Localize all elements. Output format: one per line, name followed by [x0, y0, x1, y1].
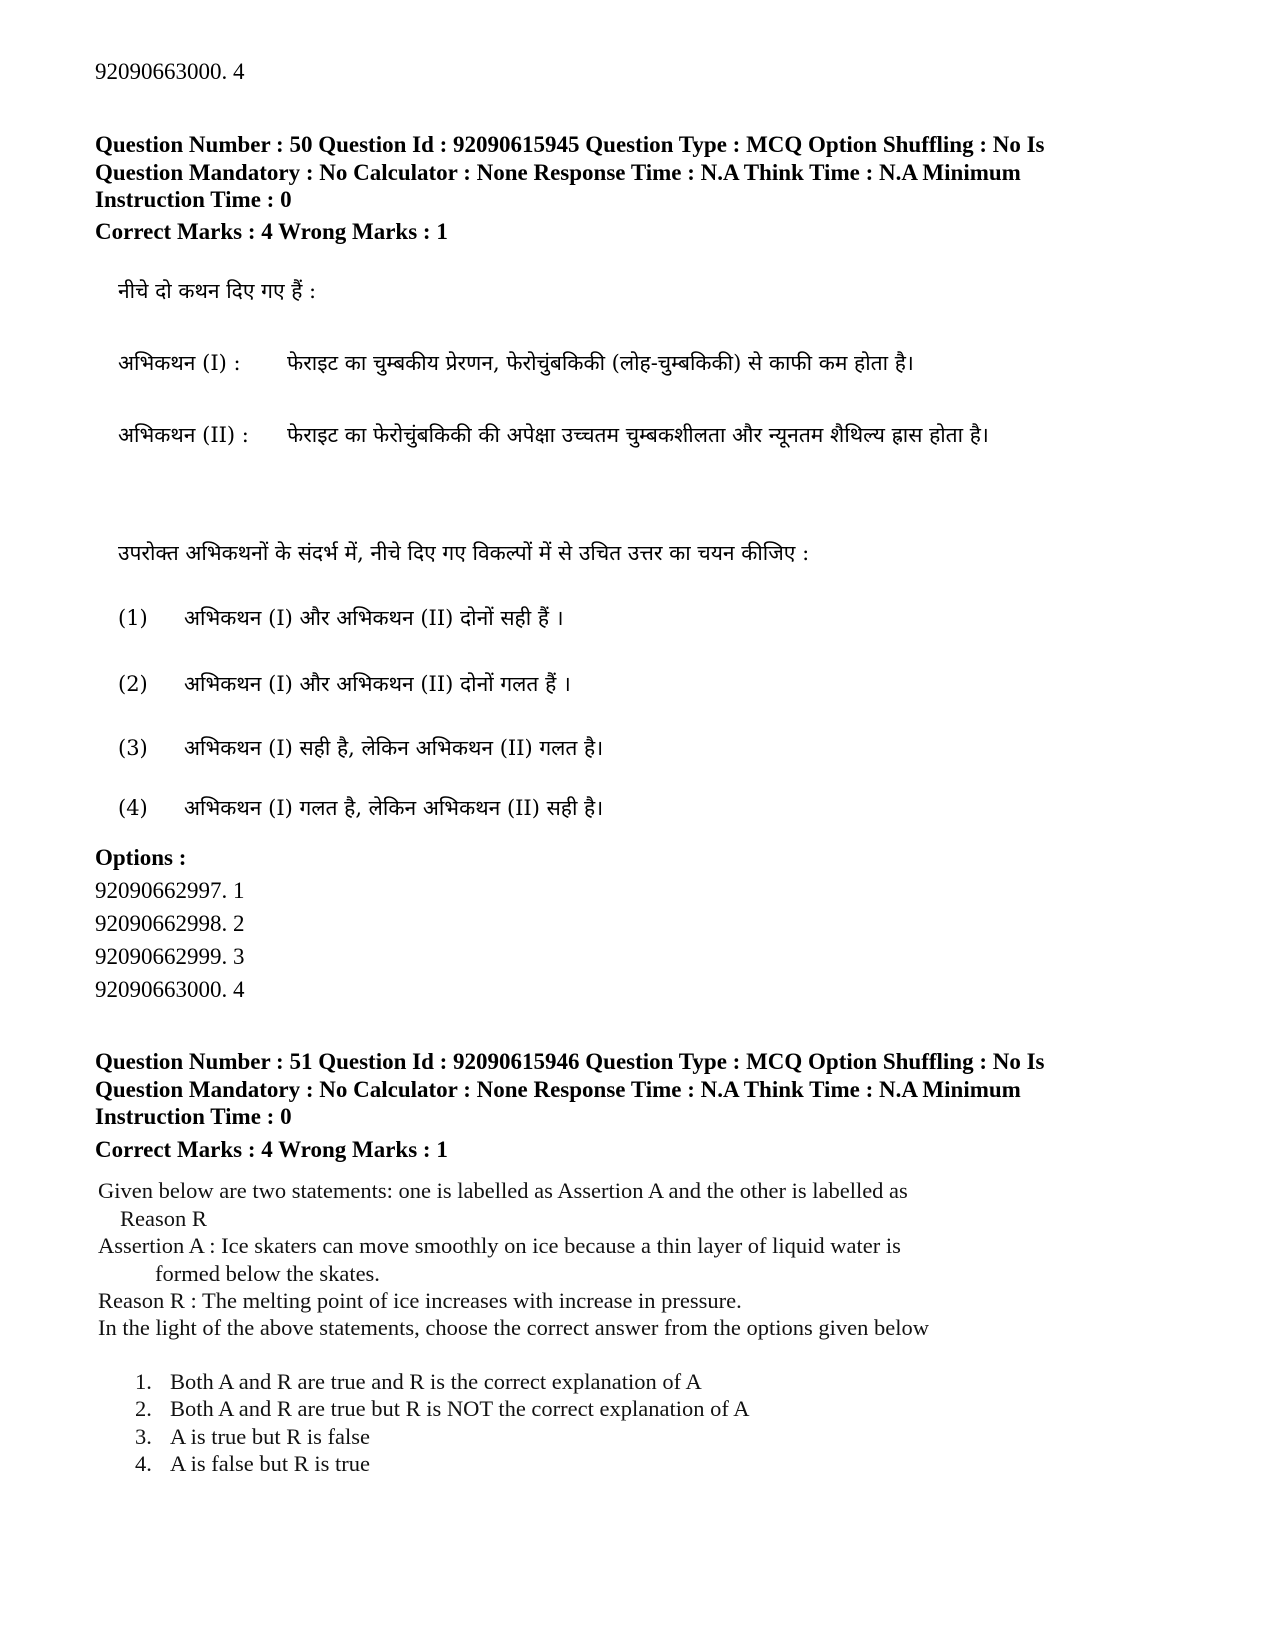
q51-choice-1-text: Both A and R are true and R is the correct explanation of A [170, 1369, 702, 1394]
q51-reason: Reason R : The melting point of ice increases with increase in pressure. [98, 1288, 742, 1313]
q51-choice-4-text: A is false but R is true [170, 1451, 370, 1476]
q51-intro-line1: Given below are two statements: one is labelled as Assertion A and the other is labelled as [98, 1178, 908, 1203]
q51-meta-line3: Instruction Time : 0 [95, 1104, 292, 1129]
q51-meta-line2: Question Mandatory : No Calculator : None Response Time : N.A Think Time : N.A Minimum [95, 1077, 1021, 1102]
q51-choice-3-num: 3. [135, 1424, 152, 1449]
q50-marks: Correct Marks : 4 Wrong Marks : 1 [95, 219, 448, 244]
q50-choice-1-text: अभिकथन (I) और अभिकथन (II) दोनों सही हैं । [184, 606, 564, 630]
q50-options-label: Options : [95, 845, 187, 870]
q51-choice-4-num: 4. [135, 1451, 152, 1476]
q50-meta-line2: Question Mandatory : No Calculator : None Response Time : N.A Think Time : N.A Minimum [95, 160, 1021, 185]
q50-instruction: उपरोक्त अभिकथनों के संदर्भ में, नीचे दिए गए विकल्पों में से उचित उत्तर का चयन कीजिए : [118, 541, 810, 565]
q51-instruction: In the light of the above statements, choose the correct answer from the options given below [98, 1315, 930, 1340]
q50-statement-2-text: फेराइट का फेरोचुंबकिकी की अपेक्षा उच्चतम चुम्बकशीलता और न्यूनतम शैथिल्य ह्रास होता है। [287, 423, 989, 447]
q50-choice-4-text: अभिकथन (I) गलत है, लेकिन अभिकथन (II) सही है। [184, 796, 604, 820]
q50-intro: नीचे दो कथन दिए गए हैं : [118, 279, 317, 303]
q51-assertion-line1: Assertion A : Ice skaters can move smoothly on ice because a thin layer of liquid water is [98, 1233, 901, 1258]
q51-choice-1-num: 1. [135, 1369, 152, 1394]
q50-option-id-3: 92090662999. 3 [95, 944, 245, 969]
q51-meta-line1: Question Number : 51 Question Id : 92090615946 Question Type : MCQ Option Shuffling : No Is [95, 1049, 1045, 1074]
q50-meta-line1: Question Number : 50 Question Id : 92090615945 Question Type : MCQ Option Shuffling : No Is [95, 132, 1045, 157]
q50-option-id-4: 92090663000. 4 [95, 977, 245, 1002]
q50-option-id-2: 92090662998. 2 [95, 911, 245, 936]
q50-choice-2-text: अभिकथन (I) और अभिकथन (II) दोनों गलत हैं । [184, 672, 571, 696]
q50-choice-1-num: (1) [118, 606, 148, 630]
q51-assertion-line2: formed below the skates. [155, 1261, 380, 1286]
q51-choice-2-num: 2. [135, 1396, 152, 1421]
q50-meta-line3: Instruction Time : 0 [95, 187, 292, 212]
q50-statement-1-text: फेराइट का चुम्बकीय प्रेरणन, फेरोचुंबकिकी (लोह-चुम्बकिकी) से काफी कम होता है। [287, 351, 914, 375]
q50-choice-4-num: (4) [118, 796, 148, 820]
q50-option-id-1: 92090662997. 1 [95, 878, 245, 903]
q50-choice-2-num: (2) [118, 672, 148, 696]
top-answer-id: 92090663000. 4 [95, 59, 245, 84]
q51-marks: Correct Marks : 4 Wrong Marks : 1 [95, 1137, 448, 1162]
q51-intro-line2: Reason R [120, 1206, 207, 1231]
q51-choice-2-text: Both A and R are true but R is NOT the correct explanation of A [170, 1396, 750, 1421]
q50-statement-1-label: अभिकथन (I) : [118, 351, 241, 375]
q51-choice-3-text: A is true but R is false [170, 1424, 370, 1449]
q50-statement-2-label: अभिकथन (II) : [118, 423, 249, 447]
q50-choice-3-num: (3) [118, 736, 148, 760]
q50-choice-3-text: अभिकथन (I) सही है, लेकिन अभिकथन (II) गलत है। [184, 736, 604, 760]
